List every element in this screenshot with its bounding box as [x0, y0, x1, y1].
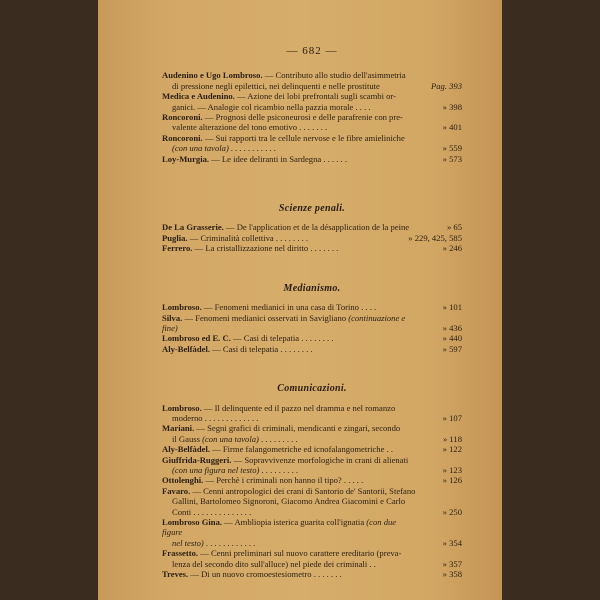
index-entry	[162, 569, 462, 579]
entry-page-ref: » 123	[442, 464, 462, 475]
index-entry	[162, 475, 462, 485]
index-entry	[162, 302, 462, 312]
entry-title: — Sopravvivenze morfologiche in crani di alienati	[233, 454, 409, 465]
entry-author: De La Grasserie.	[162, 222, 224, 233]
entry-page-ref: » 357	[442, 558, 462, 569]
entry-title-cont	[162, 434, 418, 444]
entry-author: Frassetto.	[162, 548, 199, 559]
entry-author: Roncoroni.	[162, 132, 203, 143]
entry-page-ref: » 122	[442, 444, 462, 455]
entry-page-ref: » 65	[446, 222, 462, 233]
index-entry	[162, 233, 462, 243]
index-entry	[162, 91, 462, 112]
entry-title-cont	[162, 465, 418, 475]
entry-title: — Criminalità collettiva . . . . . . . .	[189, 232, 309, 243]
entry-title: — Le idee deliranti in Sardegna . . . . . .	[211, 153, 347, 164]
entry-page-ref: » 398	[442, 101, 462, 112]
entry-title-italic: (con due figure	[162, 517, 397, 538]
entry-title: — Fenomeni medianici in una casa di Torino . . . .	[203, 302, 377, 313]
entry-title: — Perchè i criminali non hanno il tipo? . . . . .	[205, 475, 364, 486]
entry-title-cont-italic: (con una tavola)	[202, 433, 259, 444]
entry-page-ref: » 229, 425, 585	[408, 232, 462, 243]
entry-page-ref: » 126	[442, 475, 462, 486]
entry-author: Roncoroni.	[162, 112, 203, 123]
entry-page-ref: » 118	[442, 433, 462, 444]
entry-page-ref: Pag. 393	[430, 80, 462, 91]
entry-title-cont-tail: . . . . . . . . .	[258, 433, 298, 444]
index-entry	[162, 403, 462, 424]
index-entry	[162, 133, 462, 154]
page-number: — 682 —	[286, 45, 338, 57]
entry-title: — Segni grafici di criminali, mendicanti e zingari, secondo	[196, 423, 401, 434]
entry-page-ref: » 597	[442, 343, 462, 354]
entry-title: — Casi di telepatia . . . . . . . .	[233, 333, 334, 344]
entry-page-ref: » 101	[442, 302, 462, 313]
entry-author: Lombroso ed E. C.	[162, 333, 231, 344]
entry-page-ref: » 559	[442, 143, 462, 154]
entry-title-cont-italic: (con una figura nel testo)	[172, 464, 260, 475]
section-title-scienze-penali: Scienze penali.	[278, 203, 346, 215]
entry-title: — Azione dei lobi prefrontali sugli scambi or-	[236, 91, 396, 102]
index-entry	[162, 517, 462, 548]
section-title-comunicazioni: Comunicazioni.	[277, 383, 347, 395]
entry-title-cont-italic: nel testo)	[172, 537, 204, 548]
entry-author: Silva.	[162, 312, 183, 323]
entry-author: Puglia.	[162, 232, 188, 243]
entry-author: Audenino e Ugo Lombroso.	[162, 70, 263, 81]
entry-page-ref: » 436	[442, 322, 462, 333]
entry-author: Lombroso Gina.	[162, 517, 223, 527]
entry-title: — Il delinquente ed il pazzo nel dramma e nel romanzo	[203, 402, 396, 413]
entry-title-cont: valente alterazione del tono emotivo . . . . . . .	[172, 122, 328, 133]
entry-page-ref: » 440	[442, 333, 462, 344]
index-entry	[162, 243, 462, 253]
index-entry	[162, 486, 462, 517]
entry-title-cont: (con una tavola) . . . . . . . . . . .	[172, 143, 277, 154]
entry-title: — La cristallizzazione nel diritto . . . . . . .	[194, 243, 339, 254]
entry-title-cont: lenza del secondo dito sull'alluce) nel piede dei criminali . .	[172, 558, 376, 569]
entry-title: — De l'application et de la désapplication de la peine	[225, 222, 410, 233]
index-entry	[162, 344, 462, 354]
entry-author: Medica e Audenino.	[162, 91, 235, 102]
entry-title: — Contributo allo studio dell'asimmetria	[264, 70, 406, 81]
index-entry	[162, 313, 462, 334]
entry-title-cont-tail: . . . . . . . . . . . .	[203, 537, 256, 548]
entry-author: Aly-Belfàdel.	[162, 343, 210, 354]
entry-title: — Cenni preliminari sul nuovo carattere ereditario (preva-	[200, 548, 402, 559]
entry-author: Favaro.	[162, 485, 191, 496]
entry-title: — Firme falangometriche ed icnofalangometriche . .	[212, 444, 394, 455]
entry-title: — Di un nuovo cromoestesiometro . . . . . . .	[190, 569, 342, 580]
index-entry	[162, 444, 462, 454]
entry-page-ref: » 401	[442, 122, 462, 133]
entry-page-ref: » 358	[442, 569, 462, 580]
index-entry	[162, 154, 462, 164]
entry-title: — Ambliopia isterica guarita coll'ignatia	[224, 517, 365, 527]
entry-page-ref: » 354	[442, 537, 462, 548]
entry-author: Treves.	[162, 569, 189, 580]
entry-author: Loy-Murgia.	[162, 153, 210, 164]
entry-author: Lombroso.	[162, 402, 202, 413]
index-entry	[162, 423, 462, 444]
entry-title: — Fenomeni medianici osservati in Savigliano	[184, 312, 347, 323]
entry-title-cont	[162, 538, 418, 548]
entry-title-cont: ganici. — Analogie col ricambio nella pazzia morale . . . .	[172, 101, 371, 112]
section-title-medianismo: Medianismo.	[283, 282, 341, 294]
entry-title-cont-tail: . . . . . . . . .	[259, 464, 299, 475]
index-entry	[162, 222, 462, 232]
entry-author: Mariani.	[162, 423, 195, 434]
index-entry	[162, 455, 462, 476]
entry-page-ref: » 250	[442, 506, 462, 517]
entry-title: — Sui rapporti tra le cellule nervose e le fibre amieliniche	[204, 132, 405, 143]
entry-title: — Casi di telepatia . . . . . . . .	[212, 343, 313, 354]
entry-title-italic: (continuazione e fine)	[162, 312, 406, 333]
entry-author: Giuffrida-Ruggeri.	[162, 454, 232, 465]
entry-title-cont: di pressione negli epilettici, nei delinquenti e nelle prostitute	[172, 80, 380, 91]
entry-page-ref: » 573	[442, 153, 462, 164]
entry-page-ref: » 246	[442, 243, 462, 254]
entry-author: Ferrero.	[162, 243, 193, 254]
entry-title-cont2: Conti . . . . . . . . . . . . . .	[172, 506, 252, 517]
index-entry	[162, 548, 462, 569]
entry-title: — Cenni antropologici dei crani di Santorio de' Santorii, Stefano	[192, 485, 416, 496]
entry-author: Aly-Belfàdel.	[162, 444, 210, 455]
index-entry	[162, 70, 462, 91]
index-entry	[162, 112, 462, 133]
index-entry	[162, 333, 462, 343]
document-page	[98, 0, 502, 600]
entry-title-cont: Gallini, Bartolomeo Signoroni, Giacomo Andrea Giacomini e Carlo	[172, 496, 406, 507]
entry-title-cont: moderno . . . . . . . . . . . . .	[172, 412, 259, 423]
entry-author: Lombroso.	[162, 302, 202, 313]
entry-author: Ottolenghi.	[162, 475, 204, 486]
entry-title: — Prognosi delle psiconeurosi e delle parafrenie con pre-	[204, 112, 403, 123]
entry-title-cont-text: il Gauss	[172, 433, 200, 444]
entry-page-ref: » 107	[442, 412, 462, 423]
